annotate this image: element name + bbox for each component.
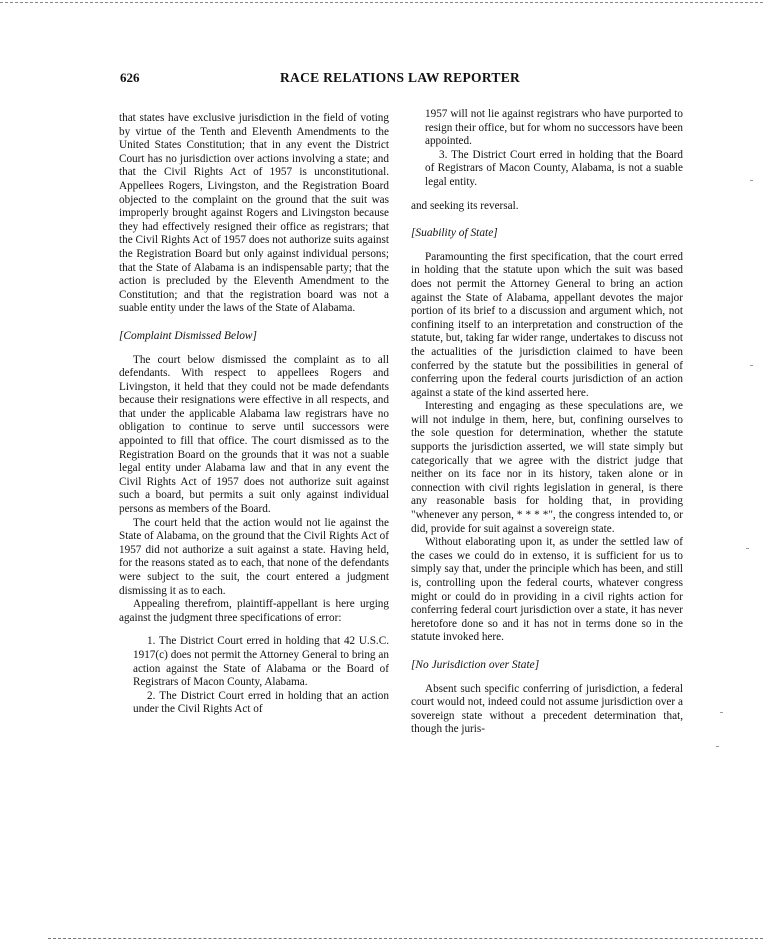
section-heading: [Suability of State] bbox=[411, 227, 498, 240]
left-column bbox=[119, 112, 389, 717]
section-heading: [No Jurisdiction over State] bbox=[411, 658, 540, 671]
right-column bbox=[411, 108, 683, 737]
paragraph: Paramounting the first specification, that the court erred in holding that the statute upon which the suit was based does not permit the Attorney General to bring an action against the State of Alabama, appellant devotes the major portion of its brief to a discussion and argument which, not confining itself to an interpretation and construction of the statute, but, taking far wider range, undertakes to discuss not the actualities of the jurisdiction claimed to have been conferred by the statute but the possibilities in general of conferring upon the federal courts jurisdiction of an action against a state of the kind asserted here. bbox=[411, 250, 683, 399]
paragraph: The court below dismissed the complaint as to all defendants. With respect to appellees Rogers and Livingston, it held that they could not be made defendants because their resignations were effective in all respects, and that under the applicable Alabama law registrars have no obligation to continue to serve until successors were appointed to fill that office. The court dismissed as to the Registration Board on the grounds that it was not a suable legal entity under Alabama law and that in any event the Civil Rights Act of 1957 does not authorize suit against such a board, but permits a suit only against individual persons as members of the Board. bbox=[119, 353, 389, 516]
list-item: 3. The District Court erred in holding that the Board of Registrars of Macon County, Alabama, is not a suable legal entity. bbox=[425, 148, 683, 188]
scan-mark bbox=[750, 365, 753, 366]
paragraph: The court held that the action would not lie against the State of Alabama, on the ground that the Civil Rights Act of 1957 did not authorize a suit against a state. Having held, for the reasons stated as to each, that none of the defendants were subject to the suit, the court entered a judgment dismissing it as to each. bbox=[119, 516, 389, 597]
scan-mark bbox=[720, 712, 723, 713]
paragraph: Interesting and engaging as these speculations are, we will not indulge in them, here, but, confining ourselves to the sole question for determination, whether the statute supports the jurisdiction asserted, we will state simply but categorically that we agree with the district judge that neither on its face nor in its history, taken alone or in connection with civil rights legislation in general, is there any reasonable basis for holding that, in providing "whenever any person, * * * *", the congress intended to, or did, provide for suit against a sovereign state. bbox=[411, 400, 683, 535]
running-title: RACE RELATIONS LAW REPORTER bbox=[280, 70, 521, 85]
bottom-border bbox=[48, 938, 763, 939]
scan-mark bbox=[746, 548, 749, 549]
scan-mark bbox=[716, 746, 719, 747]
list-item: 2. The District Court erred in holding that an action under the Civil Rights Act of bbox=[133, 689, 389, 716]
list-item-continued: 1957 will not lie against registrars who have purported to resign their office, but for whom no successors have been appointed. bbox=[425, 108, 683, 148]
list-item: 1. The District Court erred in holding that 42 U.S.C. 1917(c) does not permit the Attorney General to bring an action against the State of Alabama or the Board of Registrars of Macon County, Alabama. bbox=[133, 635, 389, 689]
paragraph: that states have exclusive jurisdiction in the field of voting by virtue of the Tenth and Eleventh Amendments to the United States Constitution; that in any event the District Court has no jurisdiction over actions involving a state; and that the Civil Rights Act of 1957 is unconstitutional. Appellees Rogers, Livingston, and the Registration Board objected to the complaint on the ground that the suit was improperly brought against Rogers and Livingston because they had effectively resigned their office as registrars; that the Civil Rights Act of 1957 does not authorize suits against the Registration Board but only against individual persons; that the State of Alabama is an indispensable party; that the action is precluded by the Eleventh Amendment to the Constitution; and that the registration board was not a suable entity under the laws of the State of Alabama. bbox=[119, 112, 389, 315]
section-heading: [Complaint Dismissed Below] bbox=[119, 329, 257, 342]
paragraph: Appealing therefrom, plaintiff-appellant is here urging against the judgment three specifications of error: bbox=[119, 598, 389, 624]
scan-mark bbox=[750, 180, 753, 181]
page-header bbox=[120, 70, 680, 88]
top-border bbox=[0, 2, 763, 3]
page-number: 626 bbox=[120, 70, 140, 85]
paragraph: Absent such specific conferring of jurisdiction, a federal court would not, indeed could not assume jurisdiction over a sovereign state without a precedent determination that, though the juris- bbox=[411, 682, 683, 736]
paragraph: and seeking its reversal. bbox=[411, 199, 519, 212]
paragraph: Without elaborating upon it, as under the settled law of the cases we could do in extenso, it is sufficient for us to simply say that, under the principle which has been, and still is, controlling upon the federal courts, whatever congress might or could do in providing in a civil rights action for conferring federal court jurisdiction over a state, it has never heretofore done so and it has not in terms done so in the statute invoked here. bbox=[411, 536, 683, 644]
